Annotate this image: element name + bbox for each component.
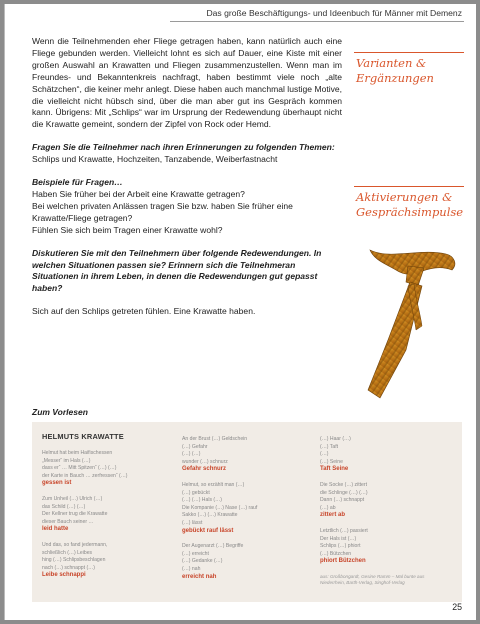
rhyme-word: schnurz <box>203 466 227 473</box>
rhyme-word: Gefahr <box>182 466 204 473</box>
poem-box <box>32 422 462 602</box>
page-number: 25 <box>452 602 462 612</box>
beispiel-frage: Fühlen Sie sich beim Tragen einer Krawatte wohl? <box>32 224 223 235</box>
poem-line: schließlich (…) Leibes <box>42 549 93 556</box>
rhyme-word: nah <box>205 573 217 580</box>
poem-rhymes <box>320 512 440 520</box>
poem-line: (…) nah <box>182 565 201 572</box>
poem-line: (…) lässt <box>182 519 203 526</box>
poem-stanza <box>182 543 302 581</box>
sidebar-rule <box>354 52 464 53</box>
beispiele-block <box>32 177 342 237</box>
poem-rhymes <box>320 558 440 566</box>
poem-stanza <box>42 450 162 488</box>
redewendungen: Sich auf den Schlips getreten fühlen. Eine Krawatte haben. <box>32 306 256 317</box>
main-text <box>32 36 342 318</box>
sidebar-label-line: Varianten & <box>356 56 427 70</box>
sidebar-label-line: Ergänzungen <box>356 71 434 85</box>
poem-stanza <box>182 482 302 535</box>
rhyme-word: zittert <box>320 512 338 519</box>
poem-line: Der Kellner trug die Krawatte <box>42 511 108 518</box>
rhyme-word: schnappi <box>59 572 86 579</box>
poem-line: (…) Gefahr <box>182 443 208 450</box>
poem-column <box>320 436 440 587</box>
beispiel-frage: Haben Sie früher bei der Arbeit eine Krawatte getragen? <box>32 188 245 199</box>
poem-line: Der Hals ist (…) <box>320 535 357 542</box>
sidebar-label-aktivierungen <box>356 190 464 220</box>
poem-line: dieser Bauch seiner … <box>42 518 94 525</box>
poem-line: Der Augenarzt (…) Begriffe <box>182 543 244 550</box>
poem-rhymes <box>182 528 302 536</box>
poem-line: Zum Unheil (…) Ulrich (…) <box>42 495 103 502</box>
poem-line: An der Brust (…) Geldschein <box>182 436 248 442</box>
poem-line: Sakko (…) (…) Krawatte <box>182 512 238 519</box>
poem-line: (…) Seine <box>320 458 343 465</box>
poem-line: Und das, so fand jedermann, <box>42 541 108 548</box>
poem-line: (…) gebückt <box>182 489 210 496</box>
page-edge <box>4 4 5 620</box>
poem-line: Dann (…) schnappt <box>320 497 365 504</box>
rhyme-word: ist <box>64 480 72 487</box>
rhyme-word: rauf <box>206 527 220 534</box>
rhyme-word: leid <box>42 526 55 533</box>
poem-line: Die Socke (…) zittert <box>320 481 367 488</box>
poem-line: „Messer“ im Hals (…) <box>42 457 91 464</box>
poem-rhymes <box>182 466 302 474</box>
poem-line: (…) (…) Hals (…) <box>182 497 222 504</box>
poem-stanza <box>320 482 440 520</box>
poem-line: nach (…) schnappt (…) <box>42 564 95 571</box>
poem-line: Die Kompanie (…) Nase (…) rauf <box>182 504 258 511</box>
poem-line: die Schlinge (…) (…) <box>320 489 368 496</box>
beispiel-frage: Bei welchen privaten Anlässen tragen Sie bzw. haben Sie früher eine Krawatte/Fliege getragen? <box>32 200 293 223</box>
intro-paragraph: Wenn die Teilnehmenden eher Fliege getragen haben, kann natürlich auch eine Fliege gebunden werden. Vielleicht lohnt es sich auf Dauer, eine Kiste mit einer großen Auswahl an Krawatten und Fliegen zusammenzustellen. Wenn man im Freundes- und Bekanntenkreis nachfragt, haben bestimmt viele noch „alte Schätzchen“, die keiner mehr anlegt. Diese haben auch manchmal lustige Motive, die vielleicht nicht hübsch sind, über die man aber gut ins Gespräch kommen kann. Übrigens: Mit „Schlips“ war im Ursprung der Redewendung überhaupt nicht die Krawatte gemeint, sondern der Zipfel von Rock oder Hemd. <box>32 36 342 130</box>
rhyme-word: ab <box>338 512 346 519</box>
poem-line: (…) ab <box>320 504 336 511</box>
poem-line: dass er“ … Mitt Spitzen“ (…) (…) <box>42 465 117 472</box>
poem-column <box>42 450 162 588</box>
rhyme-word: Seine <box>332 466 349 473</box>
rhyme-word: hatte <box>54 526 69 533</box>
poem-line: (…) <box>320 451 329 458</box>
rhyme-word: Bützchen <box>338 558 366 565</box>
fragen-themen: Schlips und Krawatte, Hochzeiten, Tanzabende, Weiberfastnacht <box>32 154 278 165</box>
rhyme-word: gessen <box>42 480 65 487</box>
header-rule <box>170 21 464 22</box>
poem-line: (…) Haar (…) <box>320 436 351 442</box>
poem-line: (…) Gedanke (…) <box>182 558 223 565</box>
rhyme-word: phiort <box>320 558 339 565</box>
rhyme-word: erreicht <box>182 573 206 580</box>
poem-line: wunder (…) schnurz <box>182 458 228 465</box>
poem-stanza <box>182 436 302 474</box>
tie-illustration <box>350 240 462 405</box>
rhyme-word: gebückt <box>182 527 207 534</box>
poem-rhymes <box>182 574 302 582</box>
poem-line: das Schild (…) (…) <box>42 503 86 510</box>
poem-stanza <box>42 496 162 534</box>
poem-rhymes <box>320 466 440 474</box>
fragen-block <box>32 142 342 166</box>
poem-line: Helmut hat beim Haifischessen <box>42 450 113 456</box>
poem-stanza <box>320 436 440 474</box>
poem-line: (…) erreicht <box>182 550 209 557</box>
sidebar-label-line: Aktivierungen & <box>356 190 453 204</box>
page <box>4 4 476 620</box>
poem-stanza <box>42 542 162 580</box>
rhyme-word: Taft <box>320 466 333 473</box>
vorlesen-heading: Zum Vorlesen <box>32 407 88 417</box>
rhyme-word: Leibe <box>42 572 60 579</box>
poem-column <box>182 436 302 589</box>
poem-line: (…) Taft <box>320 443 339 450</box>
poem-credit: aus: Großbongardt, Gesine Ramm – Mal bunte aus Niederrhein, Barth-Verlag, Singhof-Verlag <box>320 573 425 586</box>
poem-stanza <box>320 528 440 566</box>
rhyme-word: lässt <box>219 527 234 534</box>
poem-line: Schlips (…) phiort <box>320 543 361 550</box>
running-head: Das große Beschäftigungs- und Ideenbuch für Männer mit Demenz <box>206 8 462 18</box>
poem-line: hing (…) Schlipsbeschlagen <box>42 557 106 564</box>
beispiele-heading: Beispiele für Fragen… <box>32 177 123 188</box>
poem-rhymes <box>42 572 162 580</box>
diskutieren-block <box>32 248 342 296</box>
sidebar-label-varianten <box>356 56 464 86</box>
poem-line: Helmut, so erzählt man (…) <box>182 481 245 488</box>
poem-rhymes <box>42 480 162 488</box>
diskutieren-text: Diskutieren Sie mit den Teilnehmern über folgende Redewendungen. In welchen Situationen passen sie? Erinnern sich die Teilnehmeran Situationen in ihrem Leben, in denen die Redewendungen gut gepasst haben? <box>32 247 322 294</box>
sidebar-rule <box>354 186 464 187</box>
sidebar-label-line: Gesprächsimpulse <box>356 205 464 219</box>
poem-line: (…) (…) <box>182 451 201 458</box>
poem-title: HELMUTS KRAWATTE <box>42 432 124 441</box>
poem-line: Letztlich (…) passiert <box>320 527 368 534</box>
poem-rhymes <box>42 526 162 534</box>
poem-line: (…) Bützchen <box>320 550 352 557</box>
fragen-heading: Fragen Sie die Teilnehmer nach ihren Erinnerungen zu folgenden Themen: <box>32 142 335 153</box>
poem-line: der Karte in Bauch … zerfressen“ (…) <box>42 472 128 479</box>
